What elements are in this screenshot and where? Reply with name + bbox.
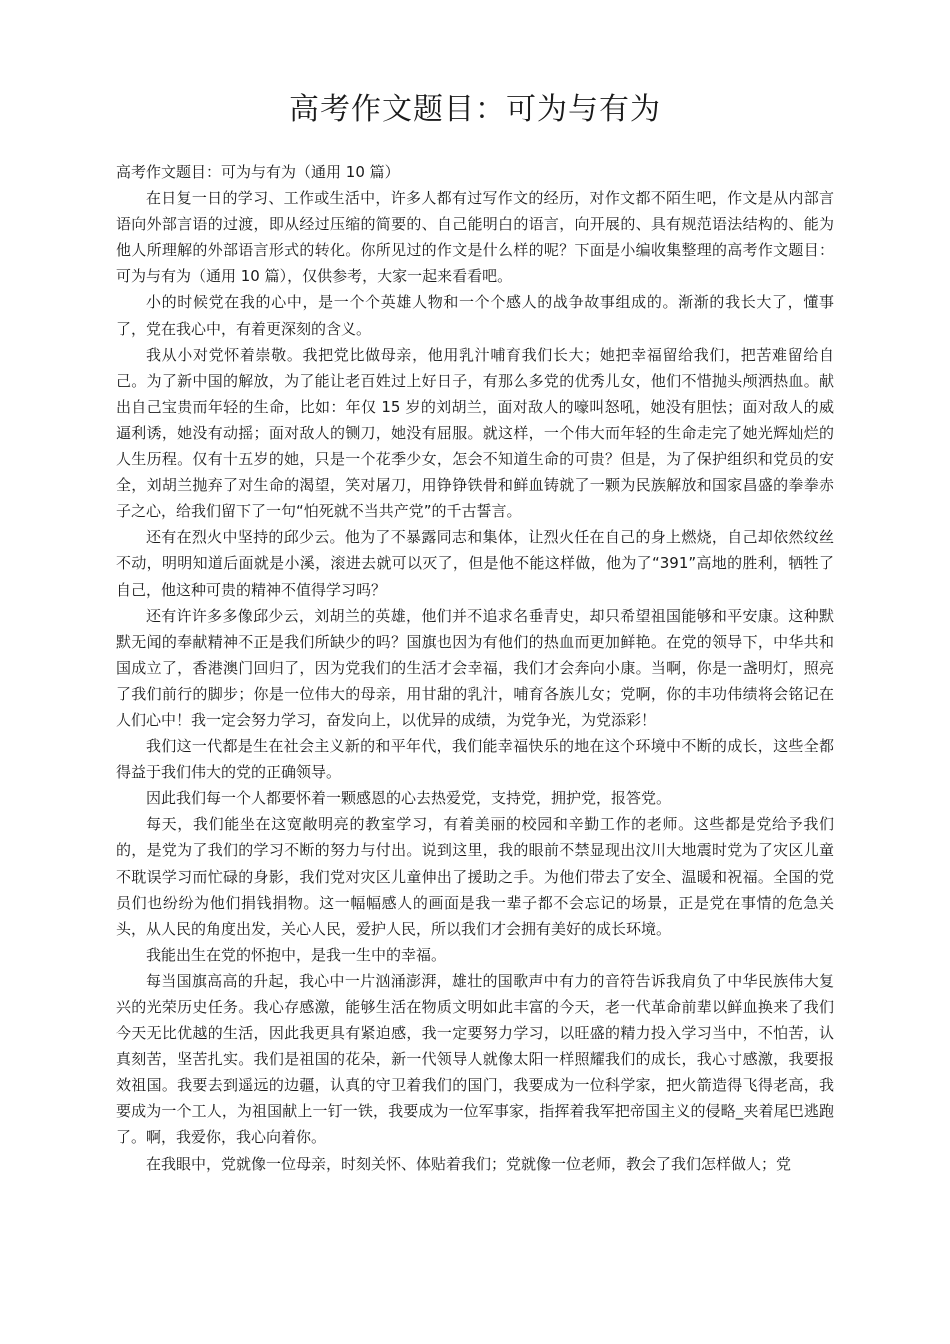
- paragraph: 还有许许多多像邱少云，刘胡兰的英雄，他们并不追求名垂青史，却只希望祖国能够和平安康。这种默默无闻的奉献精神不正是我们所缺少的吗？国旗也因为有他们的热血而更加鲜艳。在党的领导下，中华共和国成立了，香港澳门回归了，因为党我们的生活才会幸福，我们才会奔向小康。当啊，你是一盏明灯，照亮了我们前行的脚步；你是一位伟大的母亲，用甘甜的乳汁，哺育各族儿女；党啊，你的丰功伟绩将会铭记在人们心中！我一定会努力学习，奋发向上，以优异的成绩，为党争光，为党添彩！: [116, 606, 834, 729]
- document-body: [116, 159, 834, 1177]
- paragraph: 在我眼中，党就像一位母亲，时刻关怀、体贴着我们；党就像一位老师，教会了我们怎样做人；党: [146, 1154, 792, 1173]
- document-subtitle: 高考作文题目：可为与有为（通用 10 篇）: [116, 163, 400, 181]
- paragraph: 每天，我们能坐在这宽敞明亮的教室学习，有着美丽的校园和辛勤工作的老师。这些都是党给予我们的，是党为了我们的学习不断的努力与付出。说到这里，我的眼前不禁显现出汶川大地震时党为了灾区儿童不耽误学习而忙碌的身影，我们党对灾区儿童伸出了援助之手。为他们带去了安全、温暖和祝福。全国的党员们也纷纷为他们捐钱捐物。这一幅幅感人的画面是我一辈子都不会忘记的场景，正是党在事情的危急关头，从人民的角度出发，关心人民，爱护人民，所以我们才会拥有美好的成长环境。: [116, 815, 834, 938]
- paragraph: 我从小对党怀着崇敬。我把党比做母亲，他用乳汁哺育我们长大；她把幸福留给我们，把苦难留给自己。为了新中国的解放，为了能让老百姓过上好日子，有那么多党的优秀儿女，他们不惜抛头颅洒热血。献出自己宝贵而年轻的生命，比如：年仅 15 岁的刘胡兰，面对敌人的嚎叫怒吼，她没有胆怯；面对敌人的威逼利诱，她没有动摇；面对敌人的铡刀，她没有屈服。就这样，一个伟大而年轻的生命走完了她光辉灿烂的人生历程。仅有十五岁的她，只是一个花季少女，怎会不知道生命的可贵？但是，为了保护组织和党员的安全，刘胡兰抛弃了对生命的渴望，笑对屠刀，用铮铮铁骨和鲜血铸就了一颗为民族解放和国家昌盛的拳拳赤子之心，给我们留下了一句“怕死就不当共产党”的千古誓言。: [116, 345, 834, 521]
- paragraph: 还有在烈火中坚持的邱少云。他为了不暴露同志和集体，让烈火任在自己的身上燃烧，自己却依然纹丝不动，明明知道后面就是小溪，滚进去就可以灭了，但是他不能这样做，他为了“391”高地的胜利，牺牲了自己，他这种可贵的精神不值得学习吗？: [116, 528, 834, 599]
- paragraph: 小的时候党在我的心中，是一个个英雄人物和一个个感人的战争故事组成的。渐渐的我长大了，懂事了，党在我心中，有着更深刻的含义。: [116, 293, 834, 338]
- paragraph: 我们这一代都是生在社会主义新的和平年代，我们能幸福快乐的地在这个环境中不断的成长，这些全都得益于我们伟大的党的正确领导。: [116, 737, 834, 782]
- paragraph: 每当国旗高高的升起，我心中一片汹涌澎湃，雄壮的国歌声中有力的音符告诉我肩负了中华民族伟大复兴的光荣历史任务。我心存感激，能够生活在物质文明如此丰富的今天，老一代革命前辈以鲜血换来了我们今天无比优越的生活，因此我更具有紧迫感，我一定要努力学习，以旺盛的精力投入学习当中，不怕苦，认真刻苦，坚苦扎实。我们是祖国的花朵，新一代领导人就像太阳一样照耀我们的成长，我心寸感激，我要报效祖国。我要去到遥远的边疆，认真的守卫着我们的国门，我要成为一位科学家，把火箭造得飞得老高，我要成为一个工人，为祖国献上一钉一铁，我要成为一位军事家，指挥着我军把帝国主义的侵略_夹着尾巴逃跑了。啊，我爱你，我心向着你。: [116, 971, 834, 1147]
- paragraph: 因此我们每一个人都要怀着一颗感恩的心去热爱党，支持党，拥护党，报答党。: [146, 789, 672, 808]
- document-title: 高考作文题目：可为与有为: [289, 92, 661, 127]
- paragraph: 我能出生在党的怀抱中，是我一生中的幸福。: [146, 945, 447, 964]
- paragraph: 在日复一日的学习、工作或生活中，许多人都有过写作文的经历，对作文都不陌生吧，作文是从内部言语向外部言语的过渡，即从经过压缩的简要的、自己能明白的语言，向开展的、具有规范语法结构的、能为他人所理解的外部语言形式的转化。你所见过的作文是什么样的呢？下面是小编收集整理的高考作文题目：可为与有为（通用 10 篇），仅供参考，大家一起来看看吧。: [116, 189, 834, 286]
